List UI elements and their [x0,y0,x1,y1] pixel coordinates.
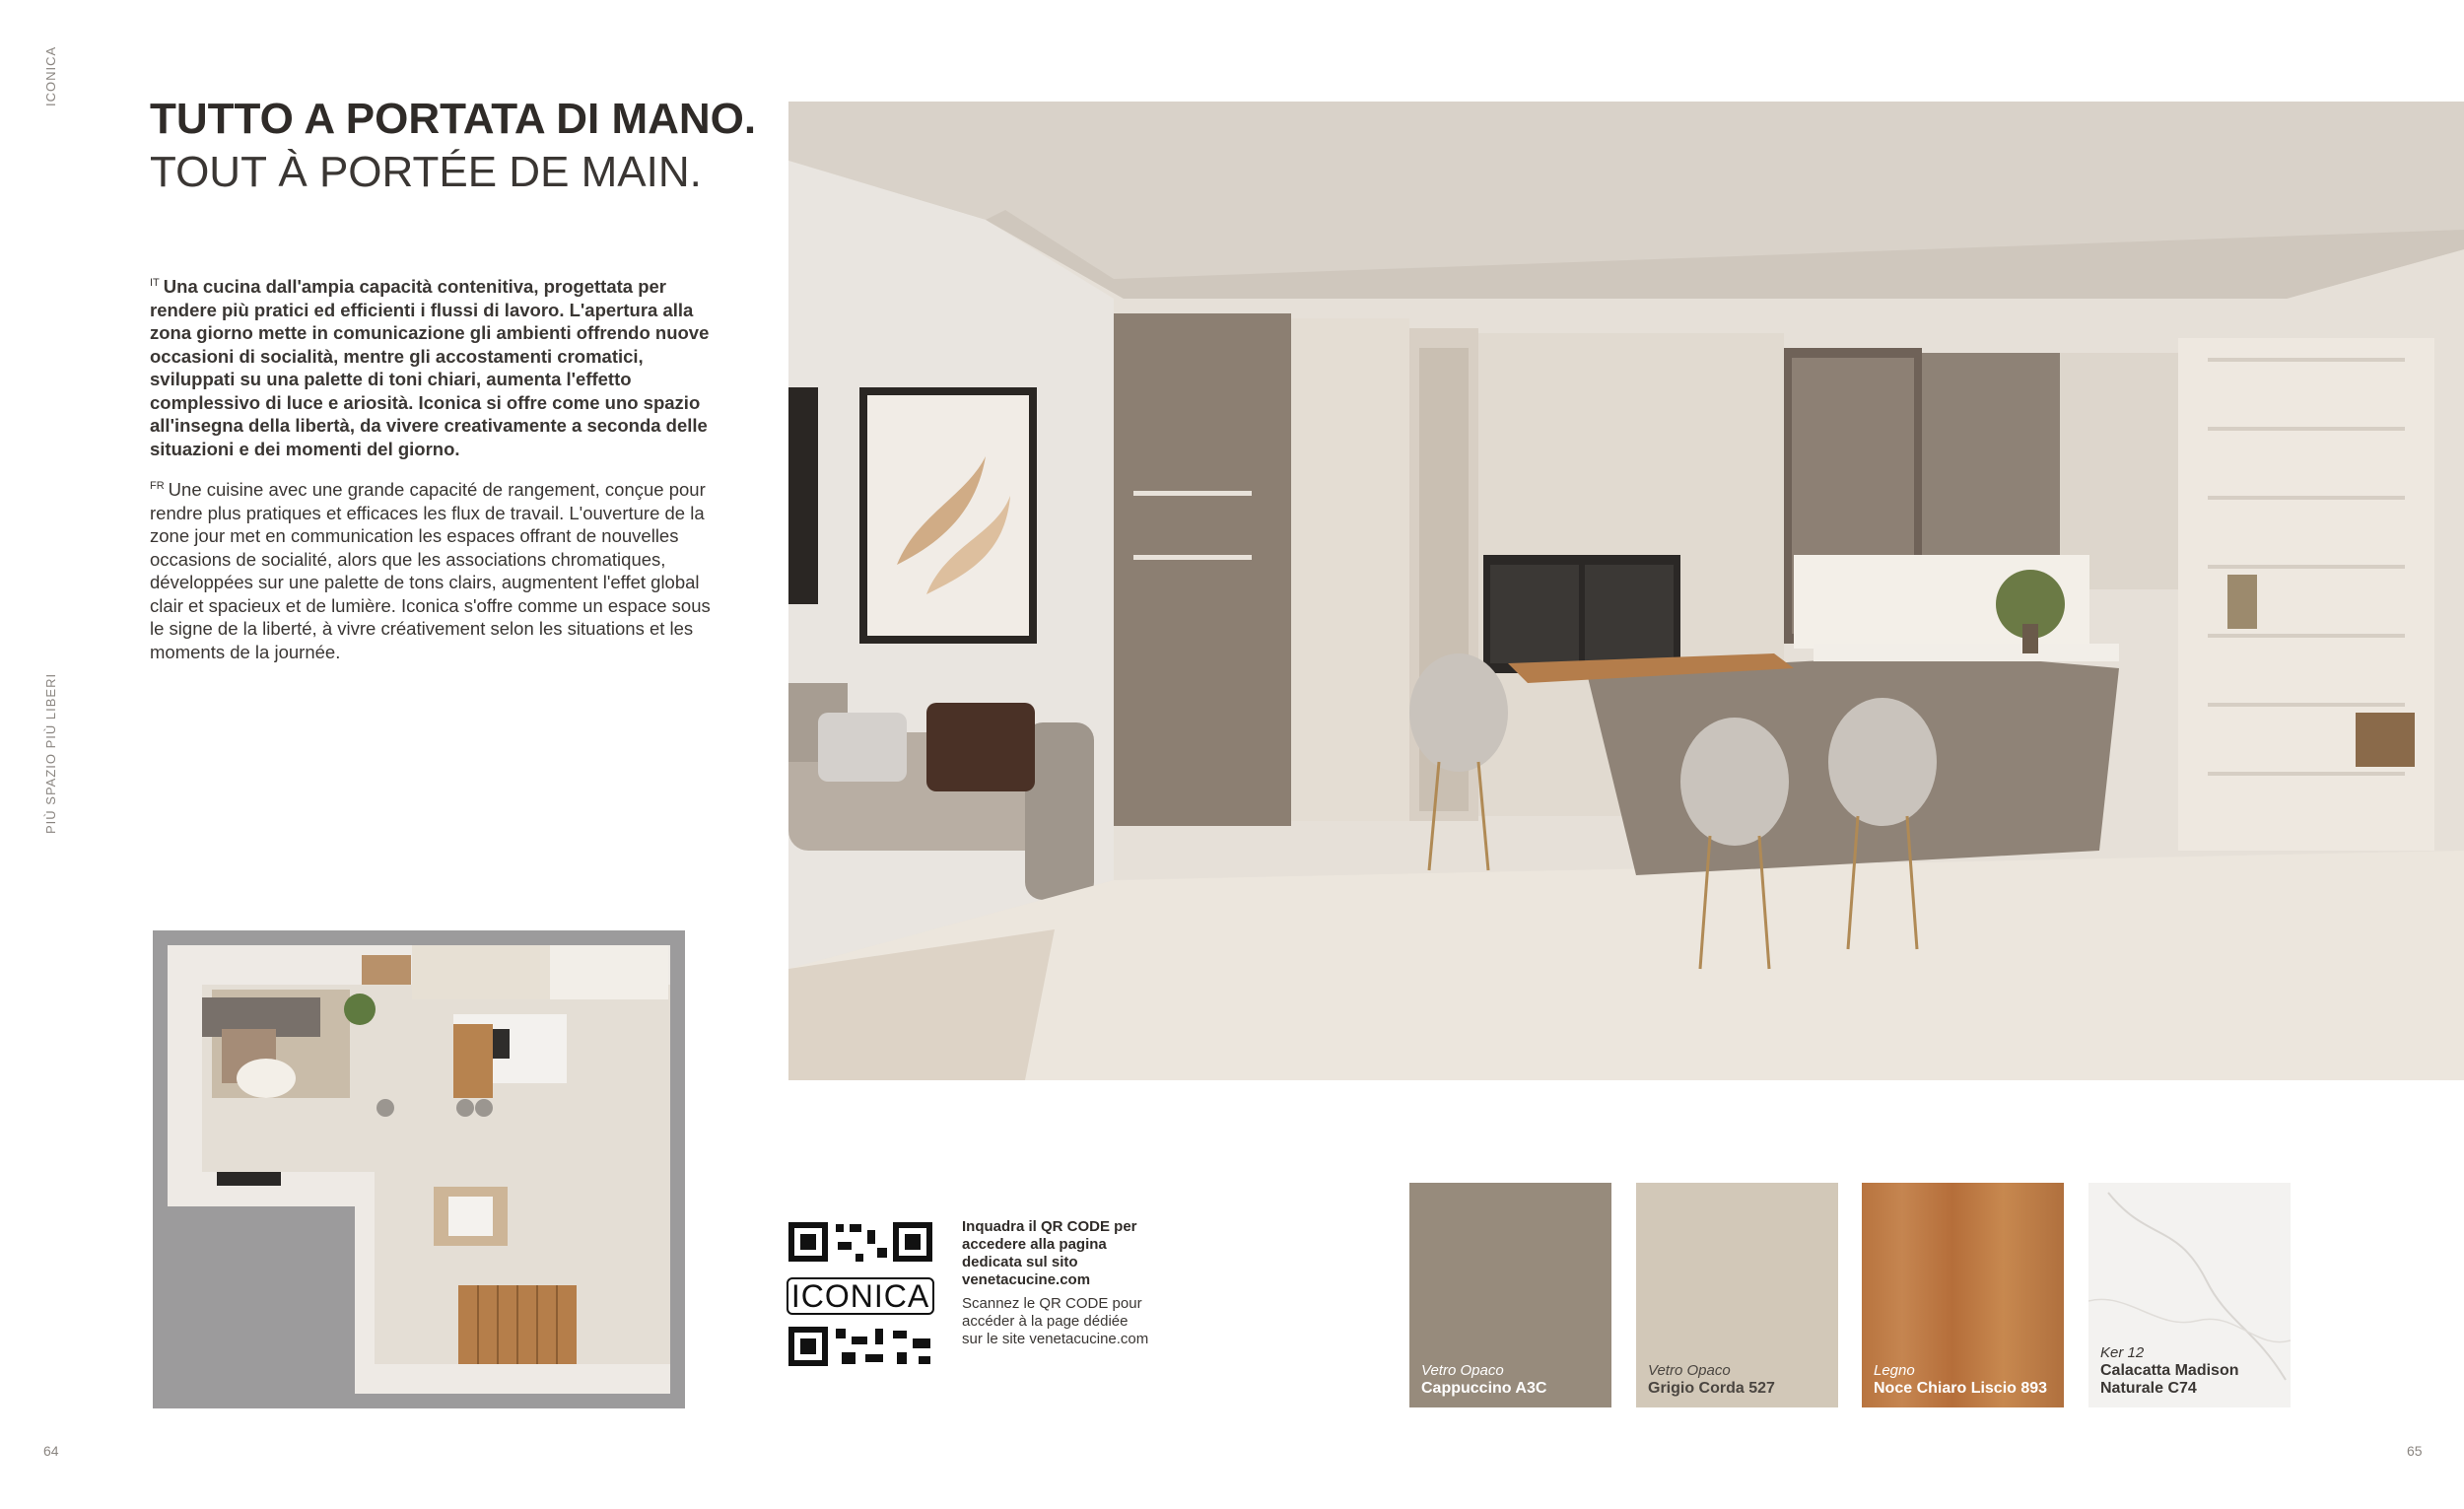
floor-plan-image [153,930,685,1408]
swatch-cappuccino [1409,1183,1611,1407]
kitchen-photo [788,102,2464,1080]
language-tag-it: IT [150,277,160,289]
swatch-type: Legno [1874,1362,1915,1379]
paragraph-italian [150,272,712,460]
swatch-name: Calacatta Madison Naturale C74 [2100,1362,2239,1397]
paragraph-french-body: Une cuisine avec une grande capacité de rangement, conçue pour rendre plus pratiques et efficaces les flux de travail. L'ouverture de la zone jour met en communication les espaces offrant de nouvelles occasions de socialité, alors que les associations chromatiques, développées sur une palette de tons clairs, augmentent l'effet global clair et spacieux et de lumière. Iconica s'offre comme un espace sous le signe de la liberté, à vivre créativement selon les situations et les moments de la journée. [150,479,711,662]
page-number-left: 64 [43,1443,59,1459]
swatch-name: Grigio Corda 527 [1648,1380,1775,1397]
swatch-name: Cappuccino A3C [1421,1380,1547,1397]
heading-italian: TUTTO A PORTATA DI MANO. [150,95,757,143]
swatch-type: Ker 12 [2100,1344,2145,1361]
page-number-right: 65 [2407,1443,2423,1459]
heading-french: TOUT À PORTÉE DE MAIN. [150,148,702,196]
swatch-calacatta [2088,1183,2291,1407]
swatch-grigio-corda [1636,1183,1838,1407]
swatch-type: Vetro Opaco [1421,1362,1504,1379]
qr-instruction-italian: Inquadra il QR CODE per accedere alla pagina dedicata sul sito venetacucine.com [962,1218,1137,1288]
section-side-label: PIÙ SPAZIO PIÙ LIBERI [43,672,58,834]
paragraph-french [150,475,712,663]
qr-brand-logo: ICONICA [787,1277,934,1315]
swatch-type: Vetro Opaco [1648,1362,1731,1379]
qr-instruction-french: Scannez le QR CODE pour accéder à la page dédiée sur le site venetacucine.com [962,1295,1149,1347]
swatch-noce-chiaro [1862,1183,2064,1407]
swatch-name: Noce Chiaro Liscio 893 [1874,1380,2048,1397]
paragraph-italian-body: Una cucina dall'ampia capacità contenitiva, progettata per rendere più pratici ed efficienti i flussi di lavoro. L'apertura alla zona giorno mette in comunicazione gli ambienti offrendo nuove occasioni di socialità, mentre gli accostamenti cromatici, sviluppati su una palette di toni chiari, aumenta l'effetto complessivo di luce e ariosità. Iconica si offre come uno spazio all'insegna della libertà, da vivere creativamente a seconda delle situazioni e dei momenti del giorno. [150,276,710,459]
collection-side-label: ICONICA [43,45,58,106]
language-tag-fr: FR [150,480,165,492]
